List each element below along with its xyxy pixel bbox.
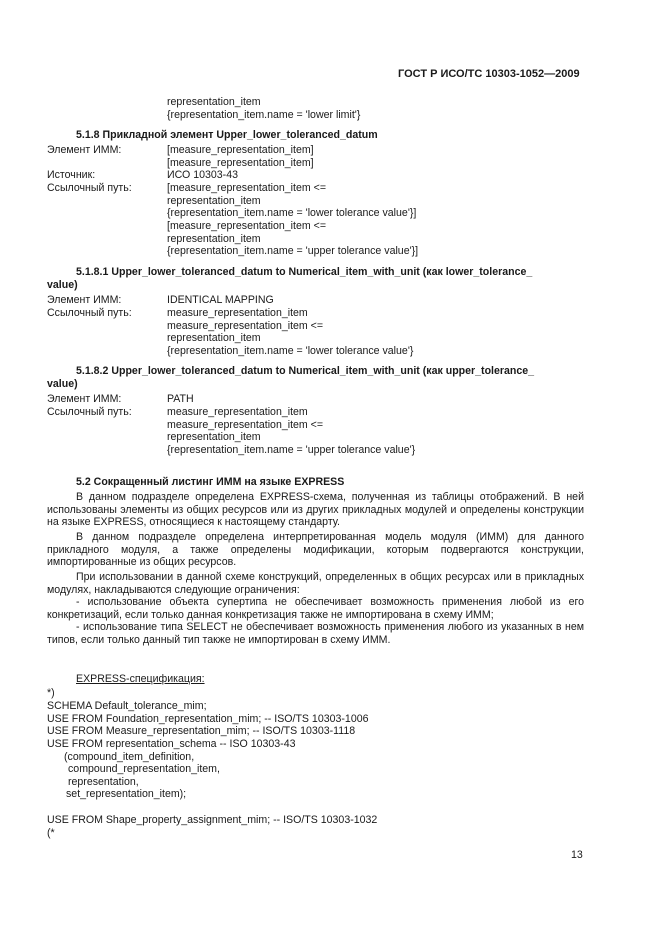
section-heading-5-1-8-1: 5.1.8.1 Upper_lower_toleranced_datum to Numerical_item_with_unit (как lower_tolerance_ (76, 266, 533, 278)
row-value: measure_representation_item <= (167, 419, 324, 431)
code-line: representation, (68, 776, 139, 788)
row-label: Ссылочный путь: (47, 182, 132, 194)
page-number: 13 (571, 849, 583, 861)
row-label: Элемент ИММ: (47, 144, 122, 156)
code-line: USE FROM Shape_property_assignment_mim; -- ISO/TS 10303-1032 (47, 814, 378, 826)
row-label: Ссылочный путь: (47, 406, 132, 418)
paragraph: В данном подразделе определена EXPRESS-схема, полученная из таблицы отображений. В ней использованы элементы из общих ресурсов или из других прикладных модулей и определены конструкции на языке EXPRESS, относящиеся к настоящему стандарту. (47, 491, 584, 529)
document-header: ГОСТ Р ИСО/ТС 10303-1052—2009 (398, 68, 580, 80)
row-value: [measure_representation_item] (167, 144, 314, 156)
paragraph: При использовании в данной схеме конструкций, определенных в общих ресурсах или в прикладных модулях, накладываются следующие ограничения: (47, 571, 584, 596)
row-value: measure_representation_item (167, 307, 308, 319)
row-value: {representation_item.name = 'lower tolerance value'}] (167, 207, 417, 219)
row-value: measure_representation_item (167, 406, 308, 418)
code-line: compound_representation_item, (68, 763, 220, 775)
text-line: {representation_item.name = 'lower limit'} (167, 109, 361, 121)
row-value: representation_item (167, 332, 261, 344)
code-line: USE FROM Measure_representation_mim; -- ISO/TS 10303-1118 (47, 725, 356, 737)
section-heading-5-1-8-1-cont: value) (47, 279, 78, 291)
row-value: representation_item (167, 431, 261, 443)
section-heading-5-1-8: 5.1.8 Прикладной элемент Upper_lower_toleranced_datum (76, 129, 378, 141)
code-line: (compound_item_definition, (64, 751, 195, 763)
code-line: *) (47, 687, 55, 699)
row-value: PATH (167, 393, 194, 405)
section-heading-5-1-8-2-cont: value) (47, 378, 78, 390)
row-value: representation_item (167, 233, 261, 245)
row-value: {representation_item.name = 'lower tolerance value'} (167, 345, 414, 357)
paragraph: В данном подразделе определена интерпретированная модель модуля (ИММ) для данного прикладного модуля, а также определены модификации, которым подвергаются конструкции, импортированные из общих ресурсов. (47, 531, 584, 569)
list-item: - использование объекта супертипа не обеспечивает возможность применения любой из его конкретизаций, если только данная конкретизация также не импортирована в схему ИММ; (47, 596, 584, 621)
section-heading-5-2: 5.2 Сокращенный листинг ИММ на языке EXPRESS (76, 476, 345, 488)
row-value: representation_item (167, 195, 261, 207)
row-label: Элемент ИММ: (47, 393, 122, 405)
row-value: [measure_representation_item <= (167, 220, 326, 232)
row-label: Ссылочный путь: (47, 307, 132, 319)
text-line: representation_item (167, 96, 261, 108)
list-item: - использование типа SELECT не обеспечивает возможность применения любого из указанных в нем типов, если только данный тип также не импортирован в схему ИММ. (47, 621, 584, 646)
row-value: ИСО 10303-43 (167, 169, 238, 181)
row-label: Источник: (47, 169, 96, 181)
row-value: [measure_representation_item] (167, 157, 314, 169)
express-label: EXPRESS-спецификация: (76, 673, 205, 685)
row-label: Элемент ИММ: (47, 294, 122, 306)
code-line: (* (47, 827, 55, 839)
code-line: set_representation_item); (66, 788, 187, 800)
code-line: USE FROM representation_schema -- ISO 10303-43 (47, 738, 296, 750)
code-line: USE FROM Foundation_representation_mim; -- ISO/TS 10303-1006 (47, 713, 369, 725)
row-value: {representation_item.name = 'upper tolerance value'} (167, 444, 416, 456)
code-line: SCHEMA Default_tolerance_mim; (47, 700, 207, 712)
row-value: [measure_representation_item <= (167, 182, 326, 194)
row-value: IDENTICAL MAPPING (167, 294, 274, 306)
row-value: {representation_item.name = 'upper tolerance value'}] (167, 245, 419, 257)
row-value: measure_representation_item <= (167, 320, 324, 332)
section-heading-5-1-8-2: 5.1.8.2 Upper_lower_toleranced_datum to Numerical_item_with_unit (как upper_tolerance_ (76, 365, 535, 377)
